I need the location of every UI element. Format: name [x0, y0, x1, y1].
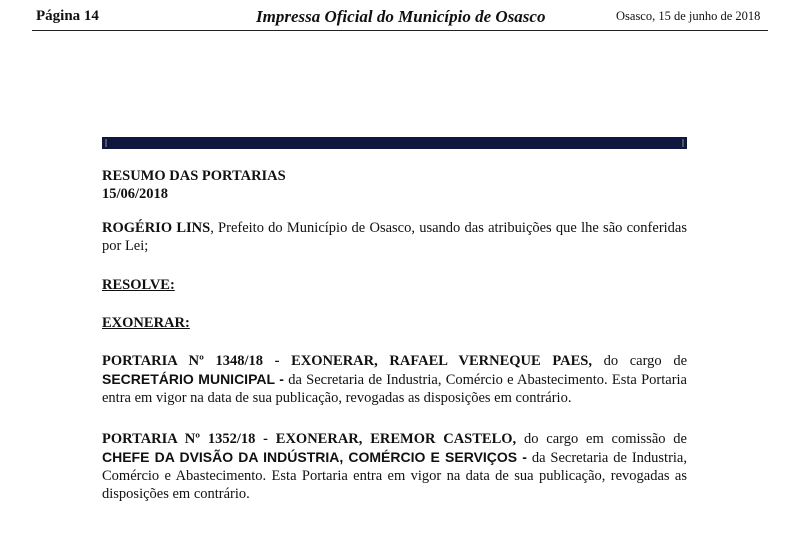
- mayor-name: ROGÉRIO LINS: [102, 220, 211, 236]
- resolve-heading: RESOLVE:: [102, 277, 175, 293]
- portaria-1348-lead: PORTARIA Nº 1348/18 - EXONERAR, RAFAEL VERNEQUE PAES,: [102, 353, 592, 369]
- portaria-1352-cargo: CHEFE DA DVISÃO DA INDÚSTRIA, COMÉRCIO E SERVIÇOS -: [102, 449, 527, 465]
- portaria-1348-cargo: SECRETÁRIO MUNICIPAL -: [102, 371, 284, 387]
- intro-paragraph: [102, 219, 687, 255]
- section-bar: [102, 137, 687, 149]
- exonerar-heading: EXONERAR:: [102, 315, 190, 331]
- portaria-1352: [102, 430, 687, 503]
- portaria-1352-text-3: . Esta Portaria entra em vigor na data de sua publicação, revogadas as disposições em contrário.: [102, 468, 687, 502]
- page-header: [0, 0, 800, 36]
- header-date: Osasco, 15 de junho de 2018: [616, 9, 761, 23]
- portaria-1348-text-2: da Secretaria de Industria, Comércio e Abastecimento: [283, 372, 604, 388]
- bar-edge-right: [682, 139, 684, 147]
- portaria-1352-lead: PORTARIA Nº 1352/18 - EXONERAR, EREMOR CASTELO,: [102, 431, 517, 447]
- bar-edge-left: [105, 139, 107, 147]
- document-body: [102, 167, 687, 503]
- publication-title: Impressa Oficial do Município de Osasco: [256, 7, 546, 26]
- intro-text: , Prefeito do Município de Osasco, usando das atribuições que lhe são conferidas por Lei;: [102, 220, 688, 254]
- doc-date: 15/06/2018: [102, 186, 169, 202]
- portaria-1352-text-1: do cargo em comissão de: [516, 431, 687, 447]
- header-divider: [32, 30, 768, 31]
- portaria-1348: [102, 352, 687, 407]
- portaria-1348-text-3: . Esta Portaria entra em vigor na data de sua publicação, revogadas as disposições em contrário.: [102, 372, 687, 406]
- page-number: Página 14: [36, 8, 99, 24]
- portaria-1348-text-1: do cargo de: [591, 353, 688, 369]
- portaria-1352-text-2: da Secretaria de Industria, Comércio e Abastecimento: [102, 450, 687, 484]
- doc-title: RESUMO DAS PORTARIAS: [102, 168, 286, 184]
